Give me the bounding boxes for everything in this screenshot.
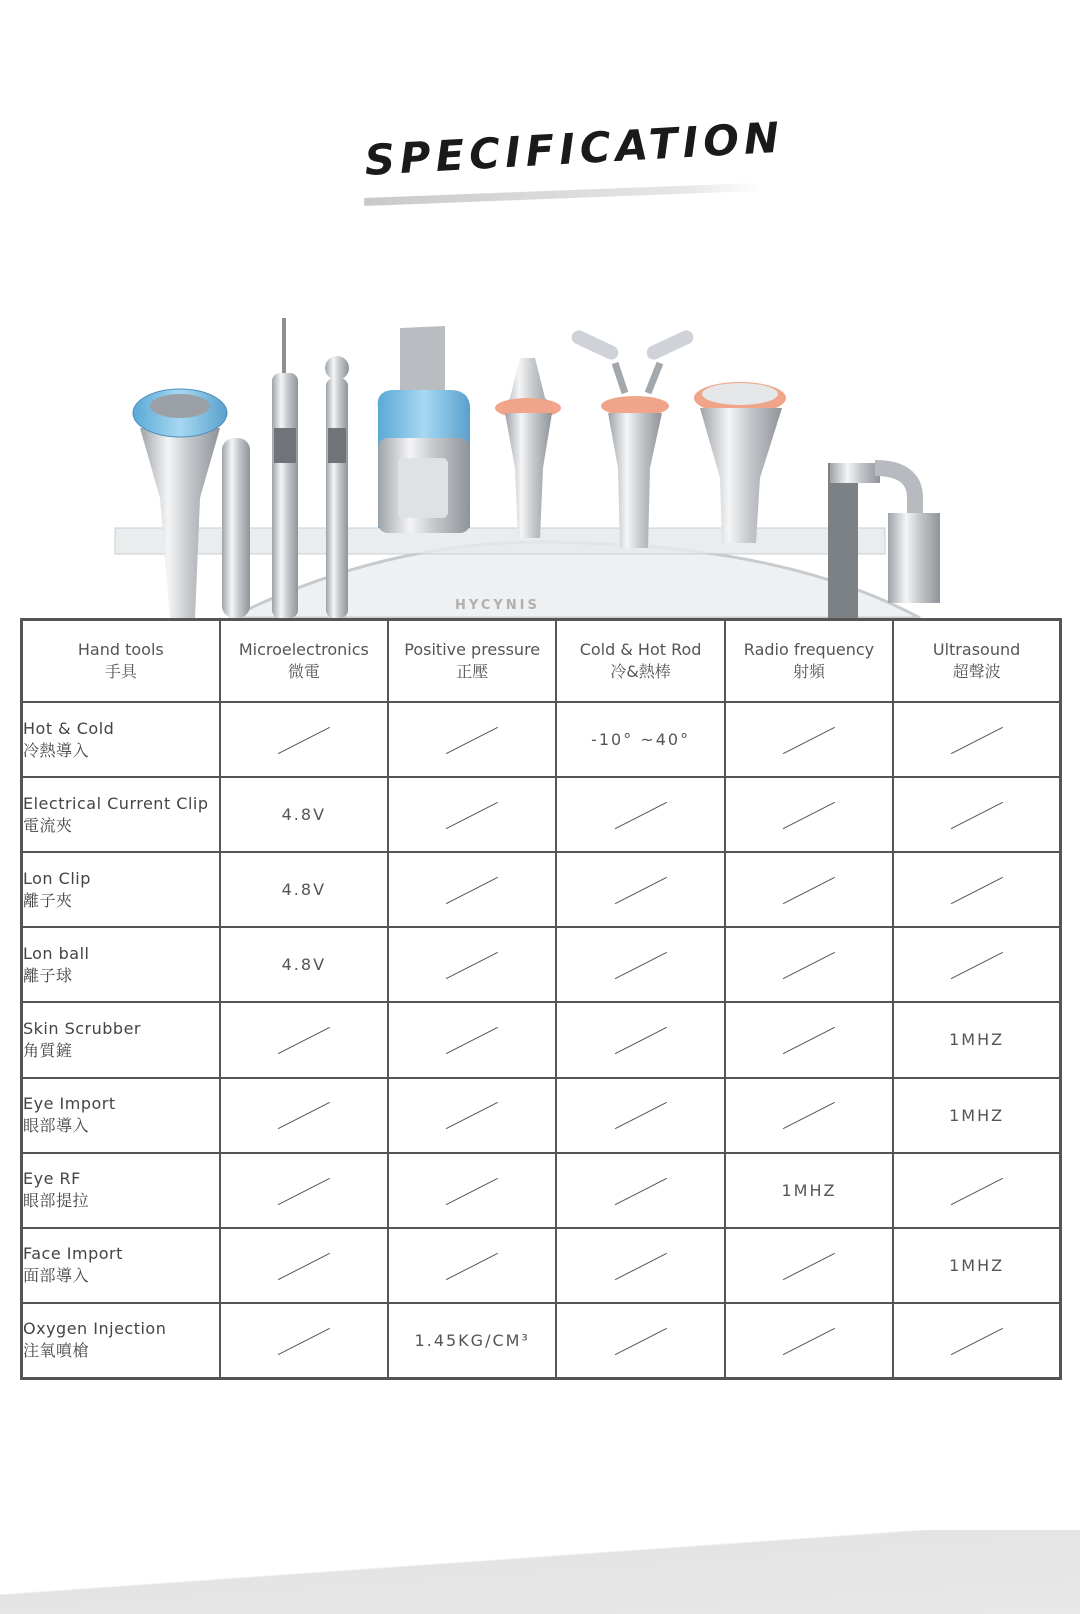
slash-mark	[783, 727, 835, 755]
header-zh: 手具	[104, 662, 137, 681]
spec-value-text: 4.8V	[281, 880, 327, 900]
spec-value	[220, 927, 388, 1002]
not-applicable-slash	[893, 1153, 1060, 1228]
slash-mark	[950, 877, 1002, 905]
tool-name-en: Oxygen Injection	[23, 1319, 167, 1339]
table-header-row	[22, 620, 1061, 703]
spec-value	[725, 1153, 893, 1228]
not-applicable-slash	[556, 1228, 724, 1303]
not-applicable-slash	[556, 1002, 724, 1077]
row-tool-name	[22, 1078, 220, 1153]
tool-name-zh: 離子夾	[23, 890, 73, 910]
not-applicable-slash	[556, 777, 724, 852]
not-applicable-slash	[725, 1303, 893, 1379]
not-applicable-slash	[388, 852, 556, 927]
spec-value	[388, 1303, 556, 1379]
slash-mark	[614, 1177, 666, 1205]
header-hand-tools	[22, 620, 220, 703]
tool-name-zh: 眼部導入	[23, 1116, 90, 1136]
tool-name-en: Eye Import	[23, 1094, 116, 1114]
not-applicable-slash	[556, 1078, 724, 1153]
not-applicable-slash	[220, 1303, 388, 1379]
table-row	[22, 1078, 1061, 1153]
row-tool-name	[22, 702, 220, 777]
tool-name-zh: 注氧噴槍	[23, 1341, 90, 1361]
slash-mark	[614, 877, 666, 905]
spec-value	[893, 1002, 1060, 1077]
slash-mark	[614, 1102, 666, 1130]
spec-value-text: -10° ~40°	[591, 730, 691, 750]
header-en: Hand tools	[77, 640, 164, 659]
slash-mark	[278, 1328, 330, 1356]
spec-value-text: 1MHZ	[949, 1030, 1005, 1050]
slash-mark	[614, 1027, 666, 1055]
row-tool-name	[22, 1153, 220, 1228]
tool-name-en: Lon Clip	[23, 868, 91, 888]
slash-mark	[950, 727, 1002, 755]
brand-logo: HYCYNIS	[455, 598, 540, 613]
spec-value	[893, 1228, 1060, 1303]
spec-value-text: 4.8V	[281, 955, 327, 975]
tool-name-en: Eye RF	[23, 1169, 81, 1189]
table-row	[22, 1002, 1061, 1077]
slash-mark	[278, 727, 330, 755]
slash-mark	[278, 1102, 330, 1130]
not-applicable-slash	[725, 1078, 893, 1153]
table-row	[22, 1303, 1061, 1379]
header-zh: 正壓	[456, 662, 489, 681]
tool-name-zh: 眼部提拉	[23, 1191, 90, 1211]
not-applicable-slash	[388, 702, 556, 777]
slash-mark	[278, 1253, 330, 1281]
slash-mark	[446, 1027, 498, 1055]
not-applicable-slash	[220, 702, 388, 777]
header-microelectronics	[220, 620, 388, 703]
header-positive-pressure	[388, 620, 556, 703]
not-applicable-slash	[556, 1153, 724, 1228]
skin-scrubber-icon	[378, 326, 470, 533]
cold-hot-rod-icon	[694, 382, 786, 543]
table-row	[22, 1153, 1061, 1228]
not-applicable-slash	[556, 852, 724, 927]
not-applicable-slash	[388, 927, 556, 1002]
header-en: Radio frequency	[743, 640, 875, 659]
tool-name-zh: 冷熱導入	[23, 740, 90, 760]
not-applicable-slash	[893, 927, 1060, 1002]
slash-mark	[783, 877, 835, 905]
not-applicable-slash	[220, 1153, 388, 1228]
row-tool-name	[22, 1303, 220, 1379]
table-row	[22, 702, 1061, 777]
not-applicable-slash	[725, 1228, 893, 1303]
slash-mark	[446, 877, 498, 905]
page-title: SPECIFICATION	[363, 112, 786, 185]
tool-name-zh: 角質鏟	[23, 1040, 73, 1060]
not-applicable-slash	[388, 1228, 556, 1303]
oxygen-gun-icon	[495, 358, 561, 538]
title-underline	[364, 183, 764, 206]
slash-mark	[950, 952, 1002, 980]
rf-roller-icon	[569, 328, 695, 548]
spec-value	[556, 702, 724, 777]
slash-mark	[783, 1102, 835, 1130]
header-radio-frequency	[725, 620, 893, 703]
slash-mark	[783, 1253, 835, 1281]
spec-value	[893, 1078, 1060, 1153]
not-applicable-slash	[556, 1303, 724, 1379]
tool-name-en: Face Import	[23, 1244, 123, 1264]
header-zh: 冷&熱棒	[610, 662, 671, 681]
tool-name-en: Lon ball	[23, 943, 90, 963]
hand-tools-illustration	[100, 318, 1000, 618]
row-tool-name	[22, 1228, 220, 1303]
row-tool-name	[22, 777, 220, 852]
spec-value-text: 1MHZ	[781, 1180, 837, 1200]
not-applicable-slash	[388, 1153, 556, 1228]
slash-mark	[614, 802, 666, 830]
not-applicable-slash	[725, 852, 893, 927]
not-applicable-slash	[893, 777, 1060, 852]
tool-name-en: Skin Scrubber	[23, 1018, 141, 1038]
slash-mark	[950, 1328, 1002, 1356]
table-row	[22, 852, 1061, 927]
title-block	[360, 112, 786, 228]
slash-mark	[278, 1177, 330, 1205]
table-row	[22, 777, 1061, 852]
slash-mark	[783, 952, 835, 980]
slash-mark	[446, 952, 498, 980]
slash-mark	[446, 802, 498, 830]
not-applicable-slash	[725, 777, 893, 852]
spec-value	[220, 852, 388, 927]
spec-value-text: 4.8V	[281, 805, 327, 825]
row-tool-name	[22, 852, 220, 927]
spec-value-text: 1MHZ	[949, 1105, 1005, 1125]
slash-mark	[783, 1328, 835, 1356]
not-applicable-slash	[556, 927, 724, 1002]
slash-mark	[446, 727, 498, 755]
table-row	[22, 927, 1061, 1002]
header-zh: 微電	[287, 662, 320, 681]
slash-mark	[614, 1253, 666, 1281]
not-applicable-slash	[725, 927, 893, 1002]
tool-name-zh: 電流夾	[23, 815, 73, 835]
tool-name-zh: 離子球	[23, 965, 73, 985]
header-en: Positive pressure	[404, 640, 541, 659]
tool-name-en: Hot & Cold	[23, 718, 115, 738]
slash-mark	[278, 1027, 330, 1055]
slash-mark	[614, 1328, 666, 1356]
slash-mark	[446, 1102, 498, 1130]
spec-value-text: 1.45KG/CM³	[414, 1330, 530, 1350]
slash-mark	[783, 802, 835, 830]
not-applicable-slash	[388, 1078, 556, 1153]
header-ultrasound	[893, 620, 1060, 703]
header-zh: 超聲波	[952, 662, 1001, 681]
not-applicable-slash	[388, 777, 556, 852]
table-row	[22, 1228, 1061, 1303]
header-en: Microelectronics	[238, 640, 369, 659]
not-applicable-slash	[893, 852, 1060, 927]
row-tool-name	[22, 927, 220, 1002]
not-applicable-slash	[220, 1002, 388, 1077]
spec-value-text: 1MHZ	[949, 1255, 1005, 1275]
not-applicable-slash	[220, 1078, 388, 1153]
tool-name-en: Electrical Current Clip	[23, 793, 209, 813]
spec-value	[220, 777, 388, 852]
slash-mark	[950, 802, 1002, 830]
not-applicable-slash	[725, 702, 893, 777]
slash-mark	[446, 1177, 498, 1205]
header-en: Cold & Hot Rod	[579, 640, 702, 659]
slash-mark	[446, 1253, 498, 1281]
tool-name-zh: 面部導入	[23, 1266, 90, 1286]
slash-mark	[950, 1177, 1002, 1205]
not-applicable-slash	[725, 1002, 893, 1077]
row-tool-name	[22, 1002, 220, 1077]
not-applicable-slash	[893, 702, 1060, 777]
bottom-decor-band	[0, 1530, 1080, 1614]
header-zh: 射頻	[792, 662, 825, 681]
slash-mark	[783, 1027, 835, 1055]
not-applicable-slash	[388, 1002, 556, 1077]
header-cold-hot-rod	[556, 620, 724, 703]
table-body	[22, 702, 1061, 1379]
slash-mark	[614, 952, 666, 980]
not-applicable-slash	[220, 1228, 388, 1303]
spec-table	[20, 618, 1062, 1380]
not-applicable-slash	[893, 1303, 1060, 1379]
header-en: Ultrasound	[932, 640, 1021, 659]
blue-handpiece-icon	[133, 389, 227, 618]
